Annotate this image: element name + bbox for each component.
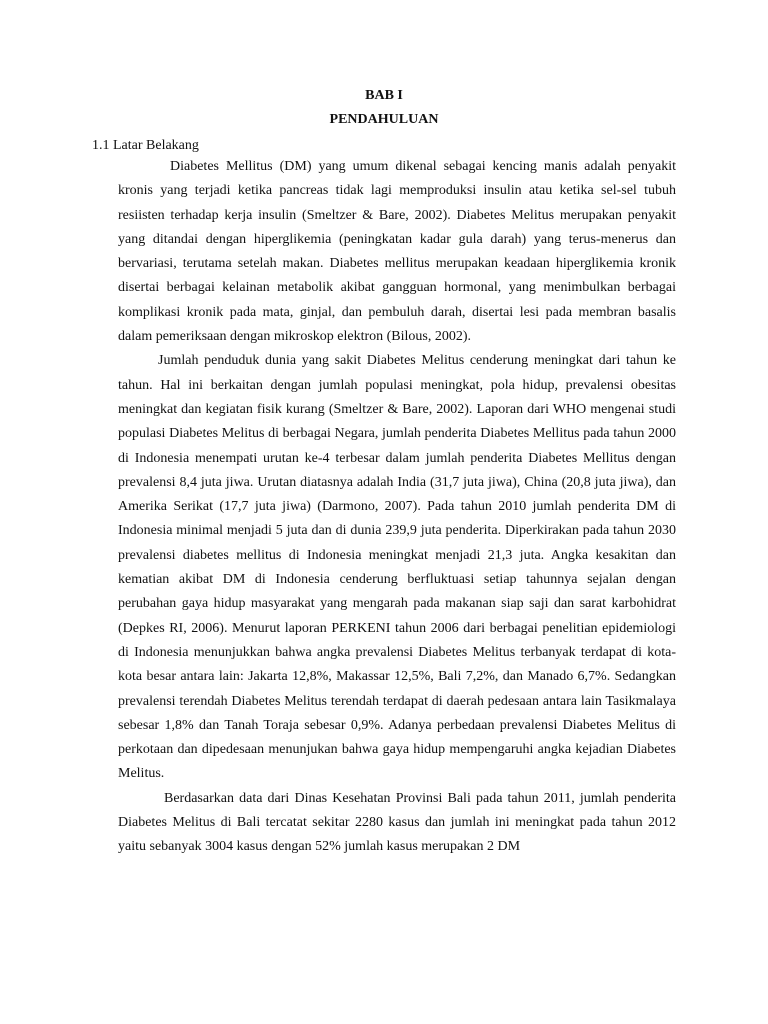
paragraph: Jumlah penduduk dunia yang sakit Diabetes Melitus cenderung meningkat dari tahun ke tahun. Hal ini berkaitan dengan jumlah populasi meningkat, pola hidup, prevalensi obesitas meningkat dan kegiatan fisik kurang (Smeltzer & Bare, 2002). Laporan dari WHO mengenai studi populasi Diabetes Melitus di berbagai Negara, jumlah penderita Diabetes Mellitus pada tahun 2000 di Indonesia menempati urutan ke-4 terbesar dalam jumlah penderita Diabetes Mellitus dengan prevalensi 8,4 juta jiwa. Urutan diatasnya adalah India (31,7 juta jiwa), China (20,8 juta jiwa), dan Amerika Serikat (17,7 juta jiwa) (Darmono, 2007). Pada tahun 2010 jumlah penderita DM di Indonesia minimal menjadi 5 juta dan di dunia 239,9 juta penderita. Diperkirakan pada tahun 2030 prevalensi diabetes mellitus di Indonesia meningkat menjadi 21,3 juta. Angka kesakitan dan kematian akibat DM di Indonesia cenderung berfluktuasi setiap tahunnya sejalan dengan perubahan gaya hidup masyarakat yang mengarah pada makanan siap saji dan sarat karbohidrat (Depkes RI, 2006). Menurut laporan PERKENI tahun 2006 dari berbagai penelitian epidemiologi di Indonesia menunjukkan bahwa angka prevalensi Diabetes Melitus terbanyak terdapat di kota-kota besar antara lain: Jakarta 12,8%, Makassar 12,5%, Bali 7,2%, dan Manado 6,7%. Sedangkan prevalensi terendah Diabetes Melitus terendah terdapat di daerah pedesaan antara lain Tasikmalaya sebesar 1,8% dan Tanah Toraja sebesar 0,9%. Adanya perbedaan prevalensi Diabetes Melitus di perkotaan dan dipedesaan menunjukan bahwa gaya hidup mempengaruhi angka kejadian Diabetes Melitus. — [118, 353, 676, 782]
section-heading: 1.1 Latar Belakang — [92, 138, 199, 153]
chapter-title: PENDAHULUAN — [329, 112, 439, 127]
paragraph: Berdasarkan data dari Dinas Kesehatan Provinsi Bali pada tahun 2011, jumlah penderita Diabetes Melitus di Bali tercatat sekitar 2280 kasus dan jumlah ini meningkat pada tahun 2012 yaitu sebanyak 3004 kasus dengan 52% jumlah kasus merupakan 2 DM — [118, 790, 676, 855]
paragraph: Diabetes Mellitus (DM) yang umum dikenal sebagai kencing manis adalah penyakit kronis yang terjadi ketika pancreas tidak lagi memproduksi insulin atau ketika sel-sel tubuh resiisten terhadap kerja insulin (Smeltzer & Bare, 2002). Diabetes Melitus merupakan penyakit yang ditandai dengan hiperglikemia (peningkatan kadar gula darah) yang terus-menerus dan bervariasi, terutama setelah makan. Diabetes mellitus merupakan keadaan hiperglikemia kronik disertai berbagai kelainan metabolik akibat gangguan hormonal, yang menimbulkan berbagai komplikasi kronik pada mata, ginjal, dan pembuluh darah, disertai lesi pada membran basalis dalam pemeriksaan dengan mikroskop elektron (Bilous, 2002). — [118, 159, 676, 345]
body-text — [118, 155, 676, 860]
chapter-label: BAB I — [365, 88, 403, 103]
